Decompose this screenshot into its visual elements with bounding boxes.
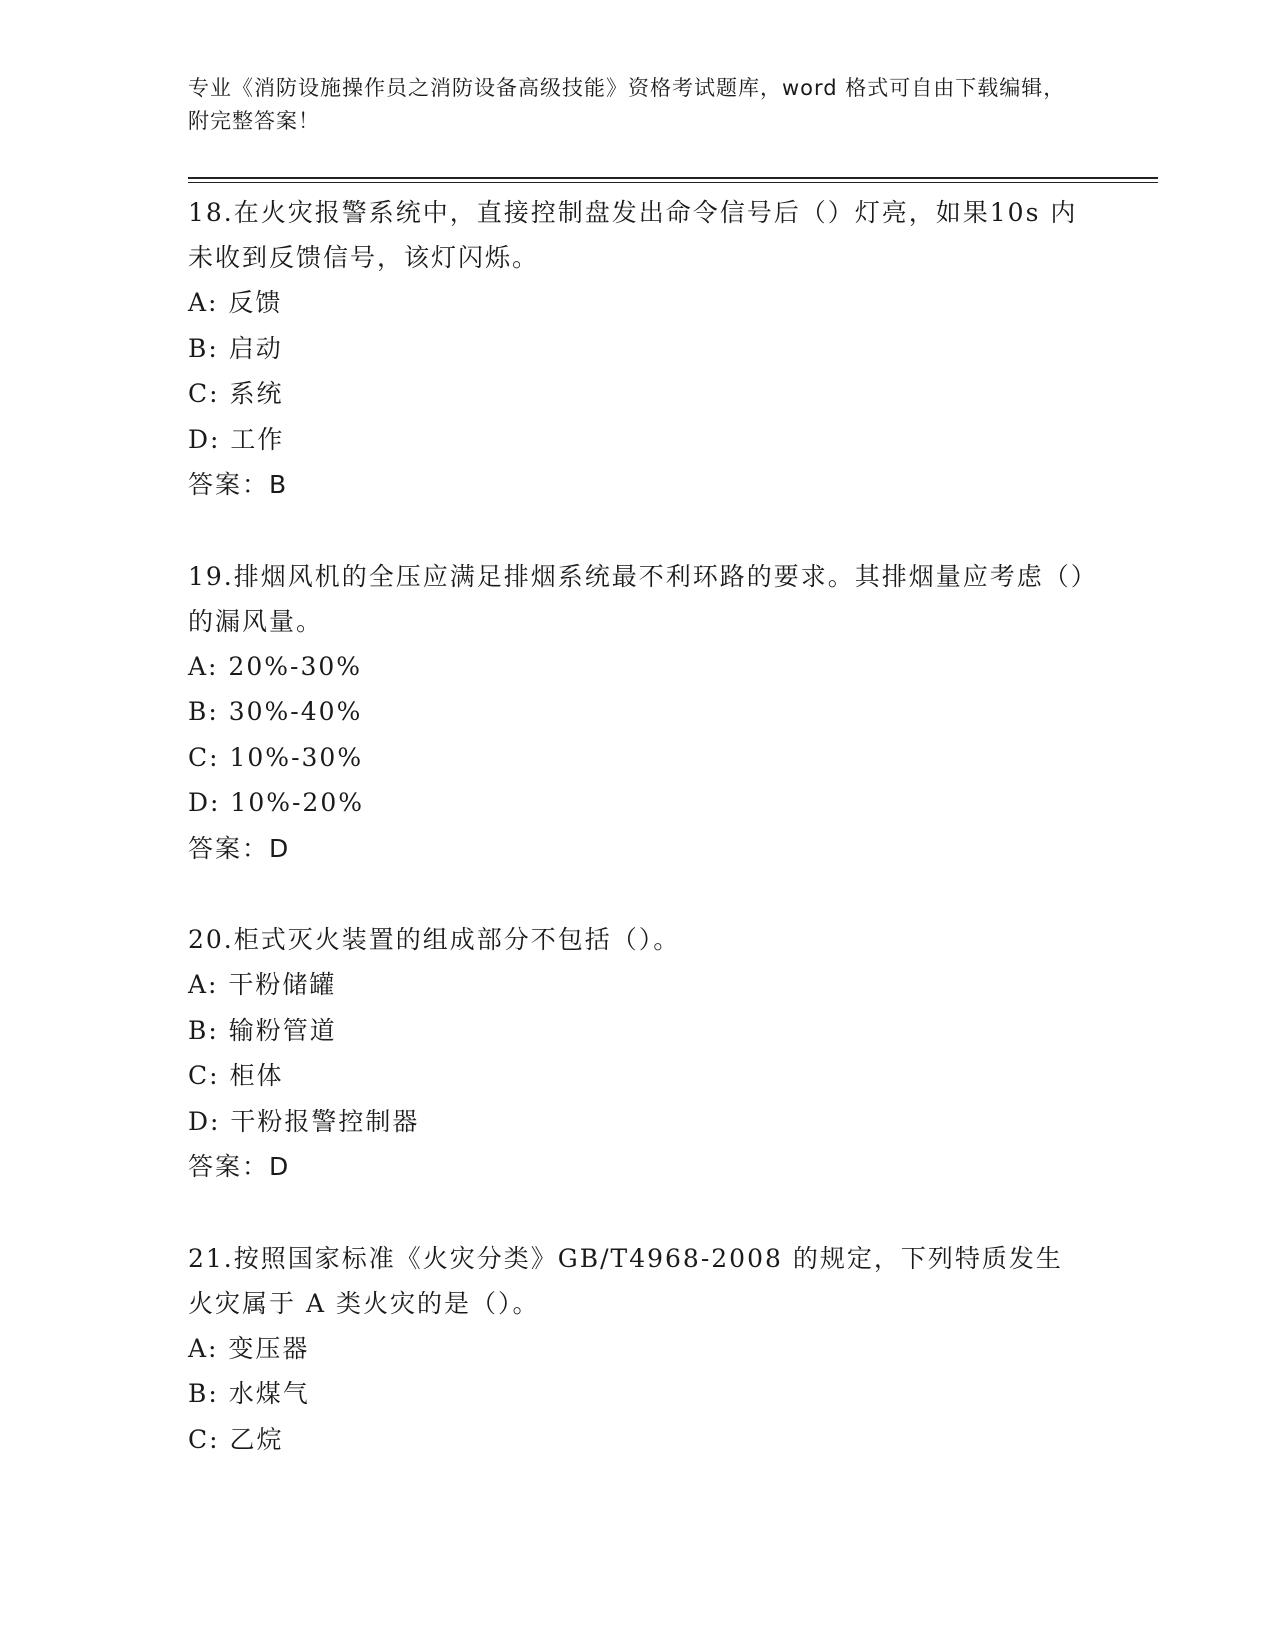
question-18 <box>188 190 1088 508</box>
question-stem: 18.在火灾报警系统中，直接控制盘发出命令信号后（）灯亮，如果10s 内未收到反馈信号，该灯闪烁。 <box>188 198 1078 272</box>
option-b: B: 启动 <box>188 333 283 363</box>
option-a: A: 变压器 <box>188 1333 310 1363</box>
question-list <box>188 190 1088 1508</box>
option-c: C: 10%-30% <box>188 742 364 772</box>
question-20 <box>188 917 1088 1190</box>
option-d: D: 10%-20% <box>188 788 364 817</box>
option-c: C: 乙烷 <box>188 1424 284 1454</box>
option-a: A: 20%-30% <box>188 651 363 681</box>
option-d: D: 工作 <box>188 424 285 454</box>
option-c: C: 系统 <box>188 379 284 408</box>
question-stem: 20.柜式灭火装置的组成部分不包括（）。 <box>188 925 681 954</box>
question-19 <box>188 554 1088 872</box>
option-b: B: 30%-40% <box>188 697 363 726</box>
option-b: B: 水煤气 <box>188 1379 310 1408</box>
header-divider-thick <box>188 177 1158 179</box>
option-d: D: 干粉报警控制器 <box>188 1106 420 1136</box>
option-a: A: 反馈 <box>188 288 283 317</box>
header-divider-thin <box>188 182 1158 183</box>
option-c: C: 柜体 <box>188 1061 284 1090</box>
question-stem: 21.按照国家标准《火灾分类》GB/T4968-2008 的规定，下列特质发生火灾属于 A 类火灾的是（）。 <box>188 1243 1063 1318</box>
option-b: B: 输粉管道 <box>188 1015 337 1045</box>
answer-text: 答案：D <box>188 833 291 863</box>
answer-text: 答案：D <box>188 1152 291 1181</box>
document-header: 专业《消防设施操作员之消防设备高级技能》资格考试题库，word 格式可自由下载编辑，附完整答案！ <box>188 76 1066 133</box>
question-21 <box>188 1236 1088 1463</box>
answer-text: 答案：B <box>188 470 289 499</box>
question-stem: 19.排烟风机的全压应满足排烟系统最不利环路的要求。其排烟量应考虑（）的漏风量。 <box>188 561 1086 636</box>
option-a: A: 干粉储罐 <box>188 970 337 999</box>
